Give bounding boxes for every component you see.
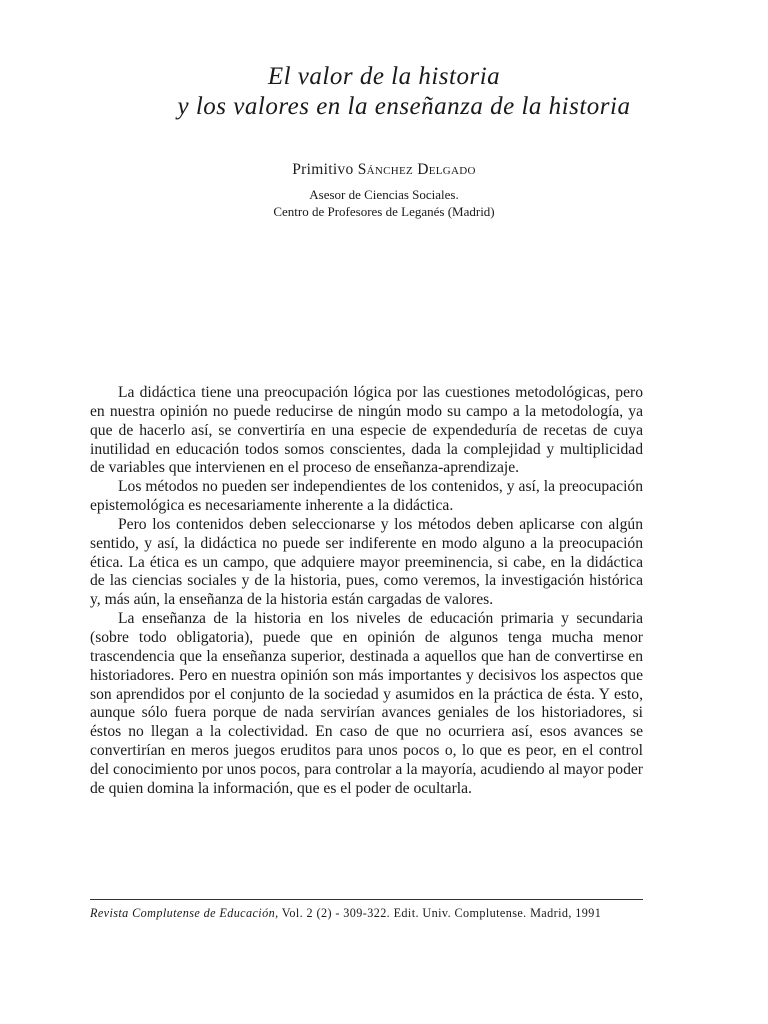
footer-divider: [90, 899, 643, 900]
author-name: [0, 161, 768, 179]
author-first-name: Primitivo: [292, 161, 354, 178]
article-title-line-2: y los valores en la enseñanza de la historia: [177, 93, 631, 120]
article-title-line-1: El valor de la historia: [267, 63, 501, 90]
body-paragraph: La enseñanza de la historia en los niveles de educación primaria y secundaria (sobre todo obligatoria), puede que en opinión de algunos tenga mucha menor trascendencia que la enseñanza superior, destinada a aquellos que han de convertirse en historiadores. Pero en nuestra opinión son más importantes y decisivos los aspectos que son aprendidos por el conjunto de la sociedad y asumidos en la práctica de ésta. Y esto, aunque sólo fuera porque de nada servirían avances geniales de los historiadores, si éstos no llegan a la colectividad. En caso de que no ocurriera así, esos avances se convertirían en meros juegos eruditos para unos pocos o, lo que es peor, en el control del conocimiento por unos pocos, para controlar a la mayoría, acudiendo al mayor poder de quien domina la información, que es el poder de ocultarla.: [90, 610, 643, 797]
journal-name: Revista Complutense de Educación,: [90, 906, 279, 920]
citation-details: Vol. 2 (2) - 309-322. Edit. Univ. Complutense. Madrid, 1991: [278, 906, 602, 920]
author-affiliation-role: Asesor de Ciencias Sociales.: [309, 187, 459, 202]
author-last-name: Sánchez Delgado: [357, 161, 476, 178]
author-affiliation-institution: Centro de Profesores de Leganés (Madrid): [273, 204, 495, 219]
body-paragraph: La didáctica tiene una preocupación lógica por las cuestiones metodológicas, pero en nuestra opinión no puede reducirse de ningún modo su campo a la metodología, ya que de hacerlo así, se convertiría en una especie de expendeduría de recetas de cuya inutilidad en educación todos somos conscientes, dada la complejidad y multiplicidad de variables que intervienen en el proceso de enseñanza-aprendizaje.: [90, 384, 643, 477]
article-body: [90, 384, 643, 799]
footer-citation: [90, 906, 643, 921]
body-paragraph: Pero los contenidos deben seleccionarse y los métodos deben aplicarse con algún sentido, y así, la didáctica no puede ser indiferente en modo alguno a la preocupación ética. La ética es un campo, que adquiere mayor preeminencia, si cabe, en la didáctica de las ciencias sociales y de la historia, pues, como veremos, la investigación histórica y, más aún, la enseñanza de la historia están cargadas de valores.: [90, 515, 643, 609]
body-paragraph: Los métodos no pueden ser independientes de los contenidos, y así, la preocupación epistemológica es necesariamente inherente a la didáctica.: [90, 478, 643, 515]
